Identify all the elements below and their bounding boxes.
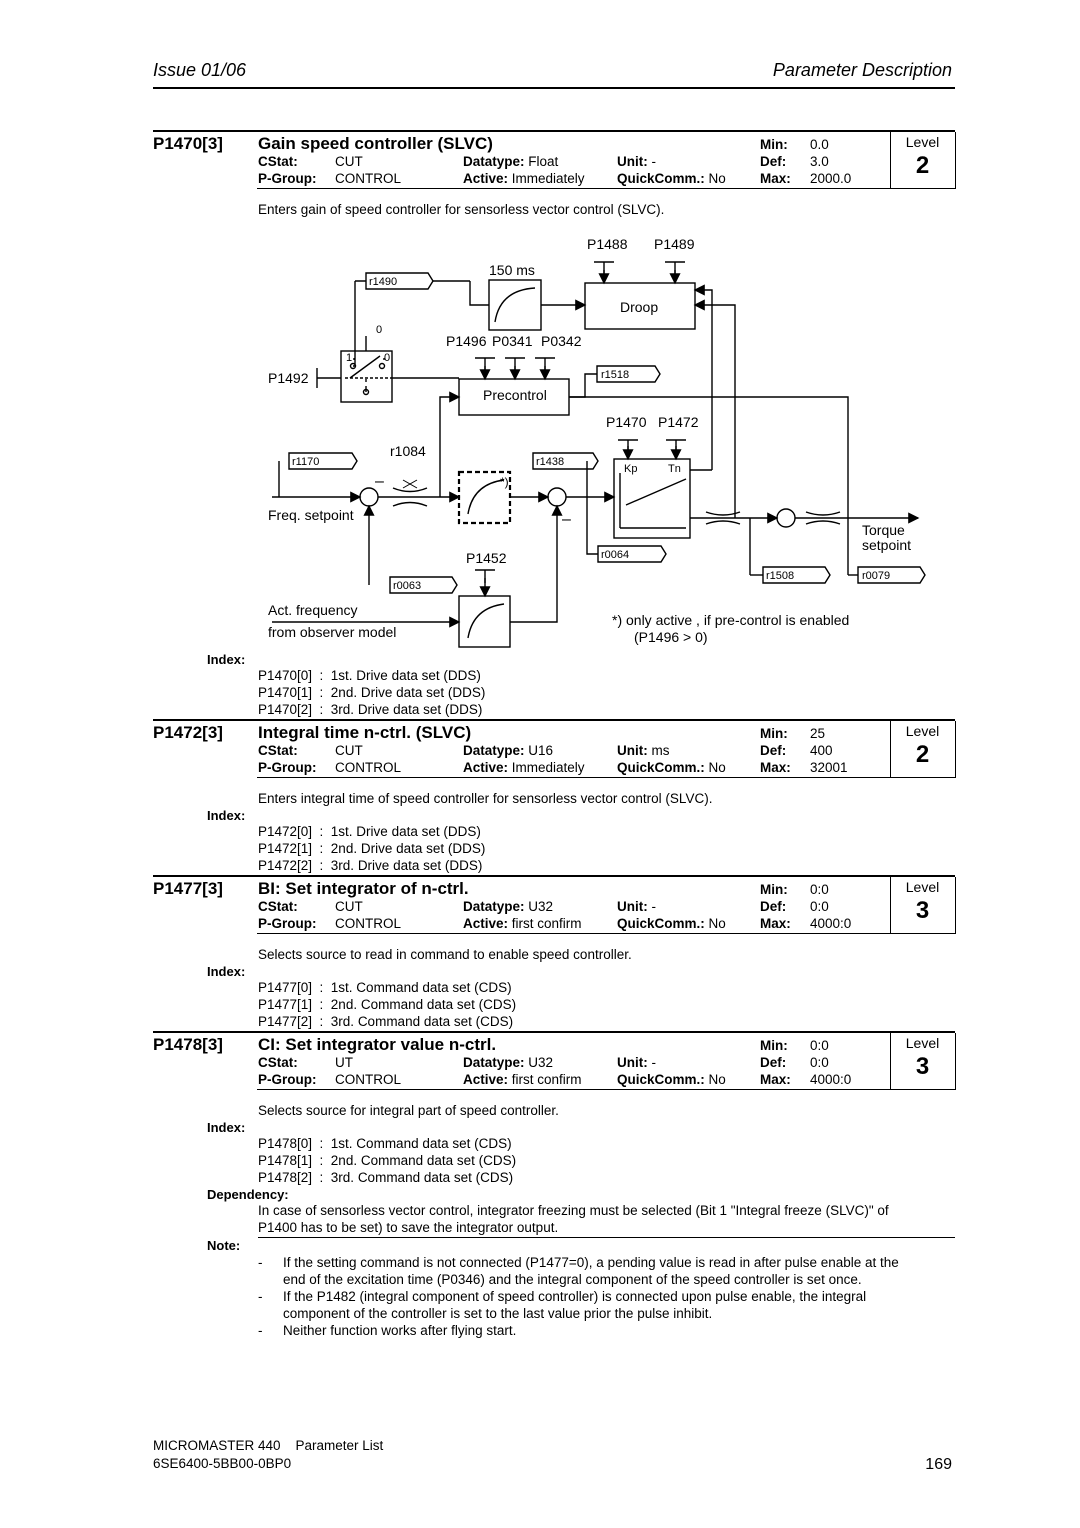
active-field: Active: first confirm [463, 1072, 582, 1087]
min-field: Min: [760, 1038, 788, 1053]
label-freq-setpoint: Freq. setpoint [268, 507, 354, 523]
level-box: Level 2 [890, 132, 956, 189]
quickcomm-field: QuickComm.: No [617, 916, 726, 931]
note-rule [258, 1237, 955, 1238]
min-field: Min: [760, 726, 788, 741]
param-description: Selects source for integral part of speed controller. [258, 1103, 559, 1118]
min-value: 0:0 [810, 882, 829, 897]
pgroup-value: CONTROL [335, 916, 402, 931]
index-label-p1470: Index: [207, 652, 246, 667]
max-field: Max: [760, 171, 791, 186]
quickcomm-field: QuickComm.: No [617, 1072, 726, 1087]
label-precontrol: Precontrol [483, 387, 547, 403]
label-setpoint: setpoint [862, 537, 912, 553]
param-id: P1478[3] [153, 1035, 223, 1054]
footer-product: MICROMASTER 440 Parameter List [153, 1438, 384, 1453]
active-field: Active: Immediately [463, 760, 585, 775]
min-value: 0.0 [810, 137, 829, 152]
cstat-field: CStat: [258, 899, 298, 914]
sum-junction-2 [548, 488, 566, 506]
label-act-frequency: Act. frequency [268, 602, 358, 618]
param-description: Enters gain of speed controller for sensorless vector control (SLVC). [258, 202, 665, 217]
unit-field: Unit: - [617, 899, 657, 914]
pgroup-field: P-Group: [258, 916, 317, 931]
sum-junction-1 [360, 488, 378, 506]
cstat-value: CUT [335, 743, 363, 758]
label-p1488: P1488 [587, 236, 628, 252]
level-number: 3 [915, 1053, 930, 1080]
label-footnote-2: (P1496 > 0) [634, 629, 708, 645]
param-id: P1477[3] [153, 879, 223, 898]
label-p1472: P1472 [658, 414, 699, 430]
quickcomm-field: QuickComm.: No [617, 760, 726, 775]
tag-r1170: r1170 [292, 456, 320, 468]
min-value: 25 [810, 726, 826, 741]
cstat-field: CStat: [258, 1055, 298, 1070]
label-p1489: P1489 [654, 236, 695, 252]
index-label-p1472: Index: [207, 808, 246, 823]
param-description: Selects source to read in command to enable speed controller. [258, 947, 632, 962]
datatype-field: Datatype: Float [463, 154, 559, 169]
index-line: P1470[2] : 3rd. Drive data set (DDS) [258, 702, 483, 717]
page-number: 169 [925, 1456, 952, 1473]
index-label-p1478: Index: [207, 1120, 246, 1135]
max-value: 4000:0 [810, 1072, 852, 1087]
label-torque: Torque [862, 522, 905, 538]
index-line: P1472[0] : 1st. Drive data set (DDS) [258, 824, 481, 839]
tag-r0064: r0064 [601, 549, 630, 561]
tag-r1508: r1508 [766, 570, 795, 582]
param-title: CI: Set integrator value n-ctrl. [258, 1035, 497, 1054]
datatype-field: Datatype: U32 [463, 899, 554, 914]
label-p1452: P1452 [466, 550, 507, 566]
speed-controller-diagram [0, 0, 1080, 660]
unit-field: Unit: - [617, 1055, 657, 1070]
label-star: *) [500, 475, 509, 489]
label-p1470: P1470 [606, 414, 647, 430]
max-field: Max: [760, 1072, 791, 1087]
active-field: Active: Immediately [463, 171, 585, 186]
switch-pos-0: 0 [376, 324, 383, 336]
level-number: 3 [915, 897, 930, 924]
datatype-field: Datatype: U32 [463, 1055, 554, 1070]
tag-r1518: r1518 [601, 369, 630, 381]
quickcomm-field: QuickComm.: No [617, 171, 726, 186]
level-number: 2 [915, 741, 930, 768]
pgroup-value: CONTROL [335, 1072, 402, 1087]
def-value: 0:0 [810, 1055, 829, 1070]
param-id: P1470[3] [153, 134, 223, 153]
max-value: 32001 [810, 760, 848, 775]
param-description: Enters integral time of speed controller for sensorless vector control (SLVC). [258, 791, 713, 806]
index-line: P1470[1] : 2nd. Drive data set (DDS) [258, 685, 486, 700]
index-line: P1477[1] : 2nd. Command data set (CDS) [258, 997, 517, 1012]
def-field: Def: [760, 1055, 787, 1070]
cstat-value: UT [335, 1055, 353, 1070]
param-title: Integral time n-ctrl. (SLVC) [258, 723, 472, 742]
pgroup-field: P-Group: [258, 1072, 317, 1087]
max-value: 2000.0 [810, 171, 852, 186]
minus-sign-1: – [375, 473, 384, 490]
label-p1492: P1492 [268, 370, 309, 386]
min-field: Min: [760, 137, 788, 152]
max-value: 4000:0 [810, 916, 852, 931]
param-title: Gain speed controller (SLVC) [258, 134, 493, 153]
unit-field: Unit: - [617, 154, 657, 169]
header-issue: Issue 01/06 [153, 60, 247, 80]
label-footnote-1: *) only active , if pre-control is enabled [612, 612, 850, 628]
def-field: Def: [760, 743, 787, 758]
level-number: 2 [915, 152, 930, 179]
dependency-text: P1400 has to be set) to save the integrator output. [258, 1220, 559, 1235]
tag-r0063: r0063 [393, 580, 422, 592]
def-field: Def: [760, 154, 787, 169]
label-observer-model: from observer model [268, 624, 397, 640]
min-value: 0:0 [810, 1038, 829, 1053]
tag-r1490: r1490 [369, 276, 398, 288]
label-r1084: r1084 [390, 443, 426, 459]
index-line: P1472[2] : 3rd. Drive data set (DDS) [258, 858, 483, 873]
level-box: Level 3 [890, 877, 956, 934]
footer-order-number: 6SE6400-5BB00-0BP0 [153, 1456, 292, 1471]
level-box: Level 2 [890, 721, 956, 778]
cstat-value: CUT [335, 899, 363, 914]
param-id: P1472[3] [153, 723, 223, 742]
unit-field: Unit: ms [617, 743, 670, 758]
pgroup-field: P-Group: [258, 760, 317, 775]
header-section-title: Parameter Description [772, 60, 952, 80]
index-line: P1477[0] : 1st. Command data set (CDS) [258, 980, 512, 995]
active-field: Active: first confirm [463, 916, 582, 931]
pgroup-field: P-Group: [258, 171, 317, 186]
index-line: P1477[2] : 3rd. Command data set (CDS) [258, 1014, 514, 1029]
def-value: 3.0 [810, 154, 829, 169]
label-tn: Tn [668, 463, 681, 475]
cstat-field: CStat: [258, 743, 298, 758]
dependency-text: In case of sensorless vector control, integrator freezing must be selected (Bit 1 "Integral freeze (SLVC)" of [258, 1203, 889, 1218]
label-droop: Droop [620, 299, 659, 315]
tag-r0079: r0079 [862, 570, 891, 582]
pgroup-value: CONTROL [335, 171, 402, 186]
index-line: P1478[1] : 2nd. Command data set (CDS) [258, 1153, 517, 1168]
label-150ms: 150 ms [489, 262, 535, 278]
note-label: Note: [207, 1238, 241, 1253]
sum-junction-3 [777, 509, 795, 527]
min-field: Min: [760, 882, 788, 897]
def-value: 400 [810, 743, 833, 758]
pgroup-value: CONTROL [335, 760, 402, 775]
label-kp: Kp [624, 463, 638, 475]
max-field: Max: [760, 916, 791, 931]
def-field: Def: [760, 899, 787, 914]
max-field: Max: [760, 760, 791, 775]
cstat-value: CUT [335, 154, 363, 169]
index-line: P1478[0] : 1st. Command data set (CDS) [258, 1136, 512, 1151]
index-line: P1472[1] : 2nd. Drive data set (DDS) [258, 841, 486, 856]
label-p1496: P1496 [446, 333, 487, 349]
minus-sign-2: – [562, 511, 571, 528]
label-p0342: P0342 [541, 333, 582, 349]
index-line: P1470[0] : 1st. Drive data set (DDS) [258, 668, 481, 683]
cstat-field: CStat: [258, 154, 298, 169]
index-label-p1477: Index: [207, 964, 246, 979]
dependency-label: Dependency: [207, 1187, 289, 1202]
label-p0341: P0341 [492, 333, 533, 349]
param-title: BI: Set integrator of n-ctrl. [258, 879, 469, 898]
tag-r1438: r1438 [536, 456, 565, 468]
datatype-field: Datatype: U16 [463, 743, 554, 758]
index-line: P1478[2] : 3rd. Command data set (CDS) [258, 1170, 514, 1185]
level-box: Level 3 [890, 1033, 956, 1090]
switch-pos-0b: 0 [384, 352, 391, 364]
def-value: 0:0 [810, 899, 829, 914]
switch-pos-1a: 1 [346, 352, 353, 364]
